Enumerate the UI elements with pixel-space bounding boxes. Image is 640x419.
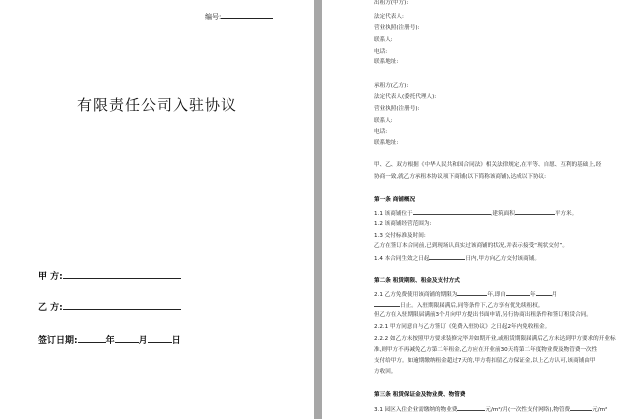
article-2-2-a <box>374 301 543 310</box>
article-2-1-text-c: 年 <box>529 292 536 298</box>
article-1-4-text-b: 日内,甲方向乙方交付该商铺。 <box>465 256 540 262</box>
party-b-row <box>38 300 181 313</box>
party-a-label: 甲 方: <box>38 272 63 282</box>
article-2-2-2-c: 支付给甲方。如逾期缴纳租金超过7天的,甲方将扣留乙方保证金,以上乙方认可,该商铺由甲 <box>374 358 596 364</box>
article-2-2-1: 2.2.1 甲方同意自与乙方签订《免费入驻协议》之日起2年内免收租金。 <box>374 324 551 330</box>
day-label: 日 <box>171 336 181 346</box>
article-3-1-text-a: 3.1 园区入住企业需缴纳的物业费 <box>374 407 458 413</box>
legal-rep-line: 法定代表人: <box>374 14 404 20</box>
article-2-1-text-b: 年,即自 <box>487 292 506 298</box>
management-fee-blank[interactable] <box>570 405 592 411</box>
article-1-1-text-a: 1.1 该商铺位于 <box>374 211 413 217</box>
location-blank[interactable] <box>413 209 491 215</box>
year-blank[interactable] <box>78 333 106 343</box>
lessee-line: 承租方(乙方): <box>374 83 409 89</box>
article-1-3: 1.3 交付标准及时间: <box>374 233 426 239</box>
start-month-blank[interactable] <box>536 290 552 296</box>
contact-b-line: 联系人: <box>374 118 393 124</box>
document-title: 有限责任公司入驻协议 <box>76 96 237 114</box>
party-b-label: 乙 方: <box>38 303 63 313</box>
article-1-heading: 第一条 商铺概况 <box>374 197 416 203</box>
serial-number-label: 编号: <box>205 13 222 21</box>
lessor-line: 出租方(甲方): <box>374 0 409 6</box>
article-1-1 <box>374 209 577 218</box>
article-2-1-text-a: 2.1 乙方免费使用该商铺的期限为 <box>374 292 458 298</box>
article-2-1-text-d: 月 <box>551 292 558 298</box>
article-2-2-text-a: 日止。入驻期限届满后,同等条件下,乙方享有优先续租权。 <box>400 303 544 309</box>
day-blank[interactable] <box>148 333 172 343</box>
address-b-line: 联系地址: <box>374 140 399 146</box>
party-b-blank[interactable] <box>63 300 181 310</box>
preamble-line-1: 甲、乙、双方根据《中华人民共和国合同法》相关法律规定,在平等、自愿、互利的基础上,经 <box>374 162 602 168</box>
start-year-blank[interactable] <box>506 290 530 296</box>
article-3-1-text-c: 元/m² <box>592 407 608 413</box>
sign-date-row <box>38 333 181 346</box>
article-2-2-2-a: 2.2.2 如乙方未按照甲方要求装修完毕并如期开业,或租赁期限届满后乙方未达到甲方要求的开业标 <box>374 336 616 342</box>
area-blank[interactable] <box>515 209 555 215</box>
article-2-2-2-d: 方收回。 <box>374 369 397 375</box>
article-1-3-detail: 乙方在签订本合同前,已到现场认真实过该商铺的状况,并表示接受“现状交付”。 <box>374 243 568 249</box>
year-label: 年 <box>105 336 115 346</box>
contact-line: 联系人: <box>374 37 393 43</box>
month-blank[interactable] <box>115 333 139 343</box>
month-label: 月 <box>138 336 148 346</box>
article-1-4-text-a: 1.4 本合同生效之日起 <box>374 256 430 262</box>
legal-rep-b-line: 法定代表人(委托代理人): <box>374 94 437 100</box>
article-3-1 <box>374 405 607 414</box>
sign-date-label: 签订日期: <box>38 336 78 346</box>
preamble-line-2: 协商一致,就乙方承租本协议项下商铺(以下简称该商铺),达成以下协议: <box>374 174 547 180</box>
license-b-line: 营业执照(注册号): <box>374 106 420 112</box>
agreement-body-page <box>322 0 640 419</box>
property-fee-blank[interactable] <box>457 405 485 411</box>
term-years-blank[interactable] <box>457 290 487 296</box>
article-3-heading: 第三条 租赁保证金及物业费、物管费 <box>374 392 466 398</box>
serial-number-field <box>205 11 273 22</box>
article-2-1 <box>374 290 557 299</box>
delivery-days-blank[interactable] <box>429 254 465 260</box>
article-1-2: 1.2 该商铺经营范围为: <box>374 221 432 227</box>
article-3-1-text-b: 元/m²/月(一次性支付网络),物管费 <box>485 407 571 413</box>
article-2-2-2-b: 准,则甲方不再减免乙方第二年租金,乙方应在开业前30天将第二年度物业费及物管费一次性 <box>374 347 598 353</box>
license-line: 营业执照(注册号): <box>374 25 420 31</box>
cover-page <box>0 0 314 419</box>
party-a-blank[interactable] <box>63 269 181 279</box>
article-1-1-text-c: 平方米。 <box>554 211 578 217</box>
phone-b-line: 电话: <box>374 129 388 135</box>
party-a-row <box>38 269 181 282</box>
address-line: 联系地址: <box>374 59 399 65</box>
article-1-1-text-b: ,建筑面积 <box>490 211 515 217</box>
article-2-heading: 第二条 租赁期限、租金及支付方式 <box>374 278 460 284</box>
article-1-4 <box>374 254 540 263</box>
phone-line: 电话: <box>374 49 388 55</box>
serial-number-blank[interactable] <box>221 11 273 19</box>
end-date-blank[interactable] <box>374 301 400 307</box>
article-2-2-b: 但乙方在入驻期限届满前3个月向甲方提出书面申请,另行协商出租条件和签订租赁合同。 <box>374 312 592 318</box>
